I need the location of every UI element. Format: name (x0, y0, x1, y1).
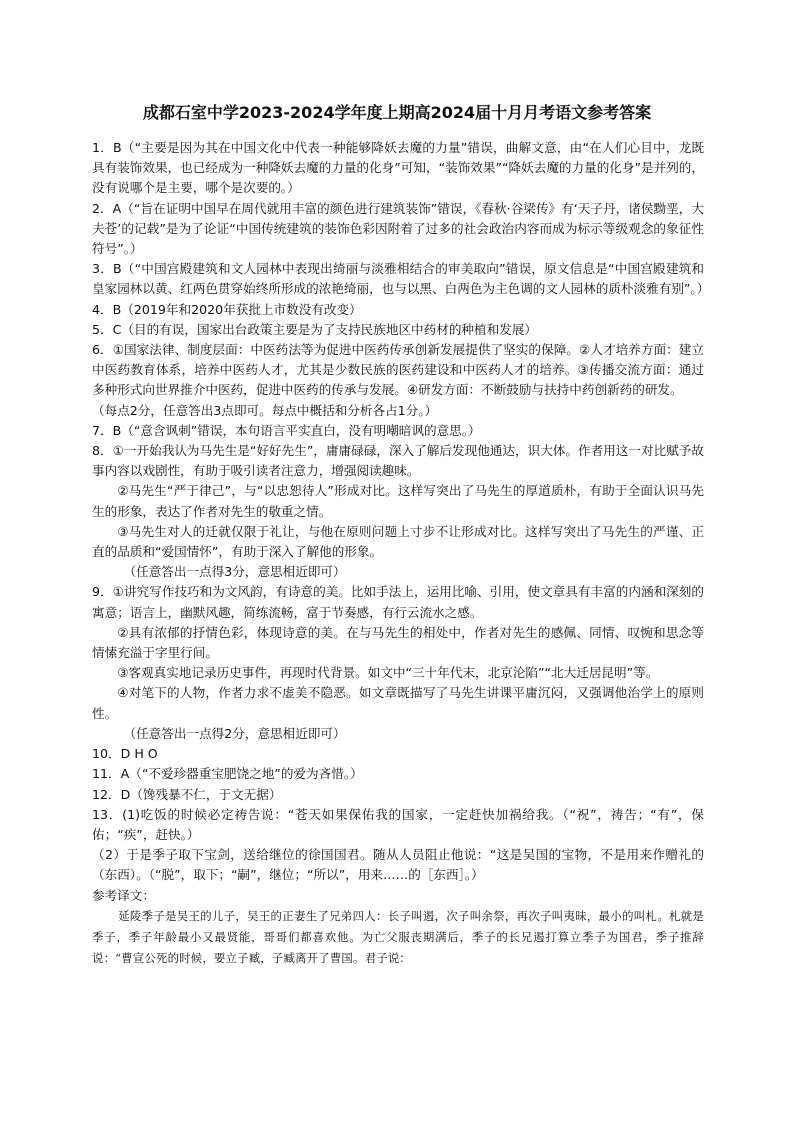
answer-10: 10．D H O (92, 746, 158, 762)
answer-9-point-3: ③客观真实地记录历史事件，再现时代背景。如文中“三十年代末，北京沦陷”“北大迁居昆明”等。 (117, 665, 659, 681)
answer-8-point-2: ②马先生“严于律己”，与“以忠恕待人”形成对比。这样写突出了马先生的厚道质朴，有助于全面认识马先生的形象，表达了作者对先生的敬重之情。 (92, 483, 704, 519)
answer-1: 1．B（“主要是因为其在中国文化中代表一种能够降妖去魔的力量”错误，曲解文意，由“在人们心目中，龙既具有装饰效果，也已经成为一种降妖去魔的力量的化身”可知，“装饰效果”“降妖去魔的力量的化身”是并列的，没有说哪个是主要，哪个是次要的。） (92, 140, 704, 196)
answer-4: 4．B（2019年和2020年获批上市数没有改变） (92, 301, 362, 317)
answer-9-point-1: 9．①讲究写作技巧和为文风韵，有诗意的美。比如手法上，运用比喻、引用，使文章具有丰富的内涵和深刻的寓意；语言上，幽默风趣，简练流畅，富于节奏感，有行云流水之感。 (92, 584, 704, 620)
answer-8-point-3: ③马先生对人的迁就仅限于礼让，与他在原则问题上寸步不让形成对比。这样写突出了马先生的严谨、正直的品质和“爱国情怀”，有助于深入了解他的形象。 (92, 523, 704, 560)
answer-9-point-2: ②具有浓郁的抒情色彩，体现诗意的美。在与马先生的相处中，作者对先生的感佩、同情、叹惋和思念等情愫充溢于字里行间。 (92, 624, 704, 661)
answer-9-note: （任意答出一点得2分，意思相近即可） (123, 725, 346, 741)
answer-2: 2．A（“旨在证明中国早在周代就用丰富的颜色进行建筑装饰”错误，《春秋·谷梁传》有‘天子丹，诸侯黝垩，大夫苍’的记载”是为了论证“中国传统建筑的装饰色彩因附着了过多的社会政治内容而成为标示等级观念的象征性符号”。） (92, 200, 704, 257)
answer-12: 12．D（馋残暴不仁，于文无据） (92, 786, 282, 802)
answer-6: 6．①国家法律、制度层面：中医药法等为促进中医药传承创新发展提供了坚实的保障。②人才培养方面：建立中医药教育体系，培养中医药人才，尤其是少数民族的医药建设和中医药人才的培养。③传播交流方面：通过多种形式向世界推介中医药，促进中医药的传承与发展。④研发方面：不断鼓励与扶持中药创新药的研发。 (92, 342, 704, 398)
translation-heading: 参考译文： (92, 887, 155, 903)
answer-13-part-1: 13．(1)吃饭的时候必定祷告说：“苍天如果保佑我的国家，一定赶快加祸给我。（“祝”，祷告；“有”，保佑；“疾”，赶快。） (92, 806, 704, 842)
answer-11: 11．A（“不爱珍器重宝肥饶之地”的爱为吝惜。） (92, 766, 363, 782)
answer-8-point-1: 8．①一开始我认为马先生是“好好先生”，庸庸碌碌，深入了解后发现他通达，识大体。作者用这一对比赋予故事内容以戏剧性，有助于吸引读者注意力，增强阅读趣味。 (92, 443, 704, 479)
answer-9-point-4: ④对笔下的人物，作者力求不虚美不隐恶。如文章既描写了马先生讲课平庸沉闷，又强调他治学上的原则性。 (92, 685, 704, 721)
answer-6-note: （每点2分，任意答出3点即可。每点中概括和分析各占1分。） (92, 402, 438, 418)
answer-7: 7．B（“意含讽刺”错误，本句语言平实直白，没有明嘲暗讽的意思。） (92, 422, 481, 438)
answer-body (92, 138, 710, 969)
translation-text: 延陵季子是吴王的儿子，吴王的正妻生了兄弟四人：长子叫遏，次子叫余祭，再次子叫夷昧，最小的叫札。札就是季子，季子年龄最小又最贤能，哥哥们都喜欢他。为亡父服丧期满后，季子的长兄遏打算立季子为国君，季子推辞说：“曹宣公死的时候，要立子臧，子臧离开了曹国。君子说： (92, 908, 704, 965)
answer-3: 3．B（“中国宫殿建筑和文人园林中表现出绮丽与淡雅相结合的审美取向”错误，原文信息是“中国宫殿建筑和皇家园林以黄、红两色贯穿始终所形成的浓艳绮丽，也与以黑、白两色为主色调的文人园林的质朴淡雅有别”。） (92, 261, 710, 297)
answer-13-part-2: （2）于是季子取下宝剑，送给继位的徐国国君。随从人员阻止他说：“这是吴国的宝物，不是用来作赠礼的（东西）。（“脱”，取下；“嗣”，继位；“所以”，用来……的［东西］。） (92, 847, 704, 883)
answer-8-note: （任意答出一点得3分，意思相近即可） (123, 564, 346, 580)
answer-5: 5．C（目的有误，国家出台政策主要是为了支持民族地区中药材的种植和发展） (92, 321, 537, 337)
page-title: 成都石室中学2023-2024学年度上期高2024届十月月考语文参考答案 (142, 103, 652, 122)
